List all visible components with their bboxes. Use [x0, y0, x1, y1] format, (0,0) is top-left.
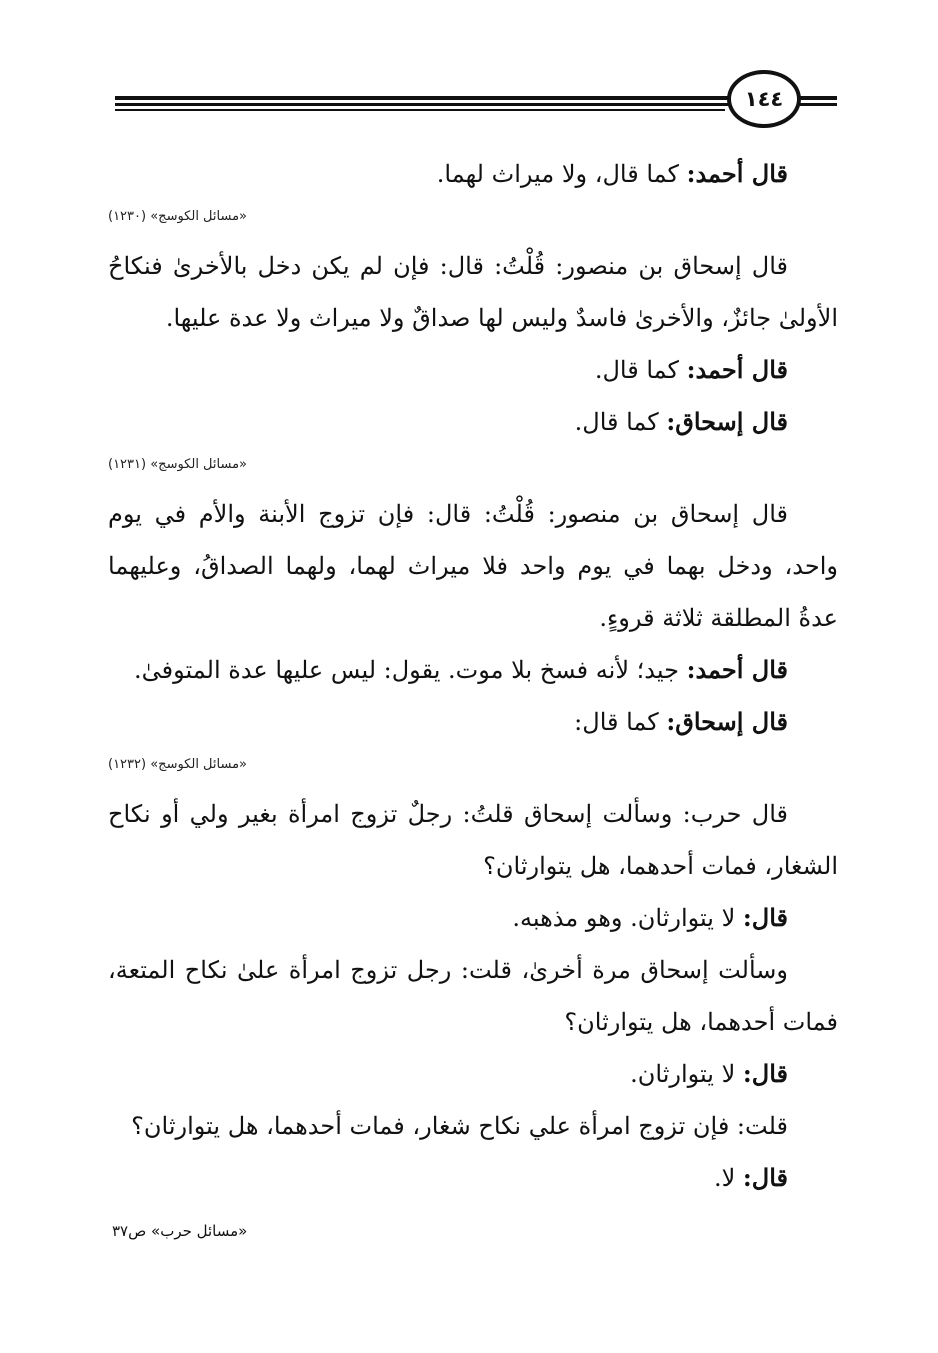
paragraph: قال حرب: وسألت إسحاق قلتُ: رجلٌ تزوج امرأة بغير ولي أو نكاح الشغار، فمات أحدهما، هل يتوارثان؟ [108, 800, 838, 880]
source-reference: «مسائل الكوسج» (١٢٣١) [108, 457, 247, 472]
speaker-text: لا يتوارثان. [630, 1060, 743, 1088]
speaker-label: قال أحمد: [686, 159, 788, 188]
speaker-text: كما قال: [574, 708, 667, 736]
page-number: ١٤٤ [744, 87, 784, 111]
speaker-line [108, 696, 788, 748]
source-reference: «مسائل الكوسج» (١٢٣٠) [108, 209, 247, 224]
page-number-badge [727, 70, 801, 128]
paragraph: قلت: فإن تزوج امرأة علي نكاح شغار، فمات أحدهما، هل يتوارثان؟ [131, 1112, 788, 1140]
speaker-text: لا. [713, 1164, 743, 1192]
speaker-label: قال إسحاق: [666, 407, 788, 436]
paragraph: قال إسحاق بن منصور: قُلْتُ: قال: فإن لم يكن دخل بالأخرىٰ فنكاحُ الأولىٰ جائزٌ، والأخرىٰ فاسدٌ وليس لها صداقٌ ولا ميراث ولا عدة عليها. [108, 252, 838, 332]
speaker-text: كما قال. [574, 408, 667, 436]
paragraph: قال إسحاق بن منصور: قُلْتُ: قال: فإن تزوج الأبنة والأم في يوم واحد، ودخل بهما في يوم واحد فلا ميراث لهما، ولهما الصداقُ، وعليهما عدةُ المطلقة ثلاثة قروءٍ. [108, 500, 838, 632]
page-header [0, 0, 938, 140]
speaker-label: قال أحمد: [686, 355, 788, 384]
header-rule-thin [115, 109, 725, 111]
speaker-line [108, 396, 788, 448]
paragraph: وسألت إسحاق مرة أخرىٰ، قلت: رجل تزوج امرأة علىٰ نكاح المتعة، فمات أحدهما، هل يتوارثان؟ [108, 956, 838, 1036]
speaker-label: قال: [742, 1059, 788, 1088]
speaker-label: قال: [742, 903, 788, 932]
speaker-line [108, 344, 788, 396]
source-reference: «مسائل الكوسج» (١٢٣٢) [108, 757, 247, 772]
speaker-text: كما قال. [594, 356, 687, 384]
speaker-text: جيد؛ لأنه فسخ بلا موت. يقول: ليس عليها عدة المتوفىٰ. [134, 656, 687, 684]
speaker-text: كما قال، ولا ميراث لهما. [436, 160, 687, 188]
speaker-line [108, 1048, 788, 1100]
speaker-line [108, 148, 788, 200]
page-body [108, 148, 838, 1204]
speaker-line [108, 1152, 788, 1204]
speaker-label: قال أحمد: [686, 655, 788, 684]
speaker-line [108, 892, 788, 944]
speaker-line [108, 644, 788, 696]
speaker-text: لا يتوارثان. وهو مذهبه. [512, 904, 743, 932]
footnote-reference: «مسائل حرب» ص٣٧ [112, 1222, 248, 1240]
speaker-label: قال إسحاق: [666, 707, 788, 736]
speaker-label: قال: [742, 1163, 788, 1192]
